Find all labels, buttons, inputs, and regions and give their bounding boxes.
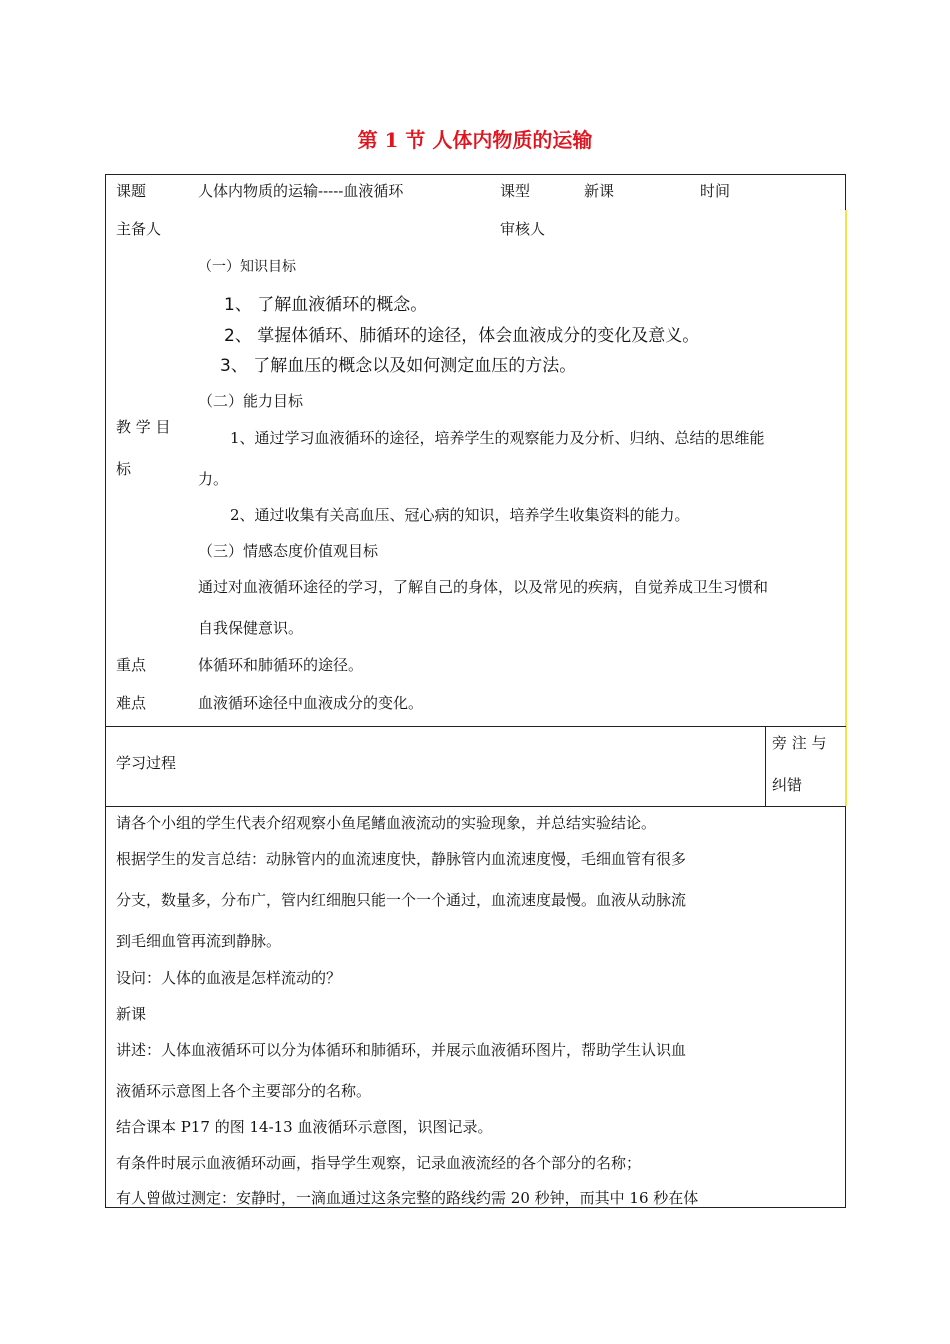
side-note-label-line2: 纠错: [772, 776, 803, 794]
emotion-line-2: 自我保健意识。: [198, 619, 304, 637]
ability-item-1-line1: 1、通过学习血液循环的途径，培养学生的观察能力及分析、归纳、总结的思维能: [230, 429, 765, 447]
ability-item-1-line2: 力。: [198, 470, 229, 488]
table-left-border: [105, 174, 106, 1208]
table-right-border-bottom: [845, 806, 846, 1208]
body-line-5: 设问：人体的血液是怎样流动的？: [116, 969, 342, 987]
table-right-border-top: [845, 174, 846, 210]
body-line-4: 到毛细血管再流到静脉。: [116, 932, 282, 950]
body-line-8: 液循环示意图上各个主要部分的名称。: [116, 1082, 372, 1100]
body-line-9: 结合课本 P17 的图 14-13 血液循环示意图，识图记录。: [116, 1118, 493, 1136]
reviewer-label: 审核人: [500, 220, 546, 238]
page-title: 第 1 节 人体内物质的运输: [357, 128, 593, 152]
ability-heading: （二）能力目标: [198, 392, 304, 410]
ability-item-2: 2、通过收集有关高血压、冠心病的知识，培养学生收集资料的能力。: [230, 506, 690, 524]
process-row-bottom-border: [105, 806, 846, 807]
subject-label: 课题: [116, 182, 147, 200]
body-line-2: 根据学生的发言总结：动脉管内的血流速度快，静脉管内血流速度慢，毛细血管有很多: [116, 850, 687, 868]
body-line-6: 新课: [116, 1005, 147, 1023]
difficulty-label: 难点: [116, 694, 147, 712]
difficulty-value: 血液循环途径中血液成分的变化。: [198, 694, 424, 712]
subject-value: 人体内物质的运输-----血液循环: [198, 182, 404, 200]
key-point-value: 体循环和肺循环的途径。: [198, 656, 364, 674]
body-line-1: 请各个小组的学生代表介绍观察小鱼尾鳍血液流动的实验现象，并总结实验结论。: [116, 814, 657, 832]
body-line-3: 分支，数量多，分布广，管内红细胞只能一个一个通过，血流速度最慢。血液从动脉流: [116, 891, 687, 909]
preparer-label: 主备人: [116, 220, 162, 238]
knowledge-item-1: 1、 了解血液循环的概念。: [224, 295, 428, 315]
body-line-11: 有人曾做过测定：安静时，一滴血通过这条完整的路线约需 20 秒钟，而其中 16 秒在体: [116, 1189, 699, 1207]
table-right-border: [845, 210, 847, 806]
knowledge-item-2: 2、 掌握体循环、肺循环的途径，体会血液成分的变化及意义。: [224, 326, 700, 346]
side-note-divider: [765, 726, 766, 806]
table-top-border: [105, 174, 846, 175]
knowledge-heading: （一）知识目标: [198, 259, 296, 275]
lesson-type-label: 课型: [500, 182, 531, 200]
goals-label-line2: 标: [116, 460, 132, 478]
emotion-line-1: 通过对血液循环途径的学习，了解自己的身体，以及常见的疾病，自觉养成卫生习惯和: [198, 578, 769, 596]
goals-label-line1: 教 学 目: [116, 418, 171, 436]
process-label: 学习过程: [116, 754, 177, 772]
body-line-10: 有条件时展示血液循环动画，指导学生观察，记录血液流经的各个部分的名称；: [116, 1154, 642, 1172]
lesson-type-value: 新课: [584, 182, 615, 200]
key-point-label: 重点: [116, 656, 147, 674]
time-label: 时间: [700, 182, 731, 200]
emotion-heading: （三）情感态度价值观目标: [198, 542, 379, 560]
process-row-top-border: [105, 726, 846, 727]
knowledge-item-3: 3、 了解血压的概念以及如何测定血压的方法。: [220, 356, 577, 376]
side-note-label-line1: 旁 注 与: [772, 734, 827, 752]
body-line-7: 讲述：人体血液循环可以分为体循环和肺循环，并展示血液循环图片，帮助学生认识血: [116, 1041, 687, 1059]
